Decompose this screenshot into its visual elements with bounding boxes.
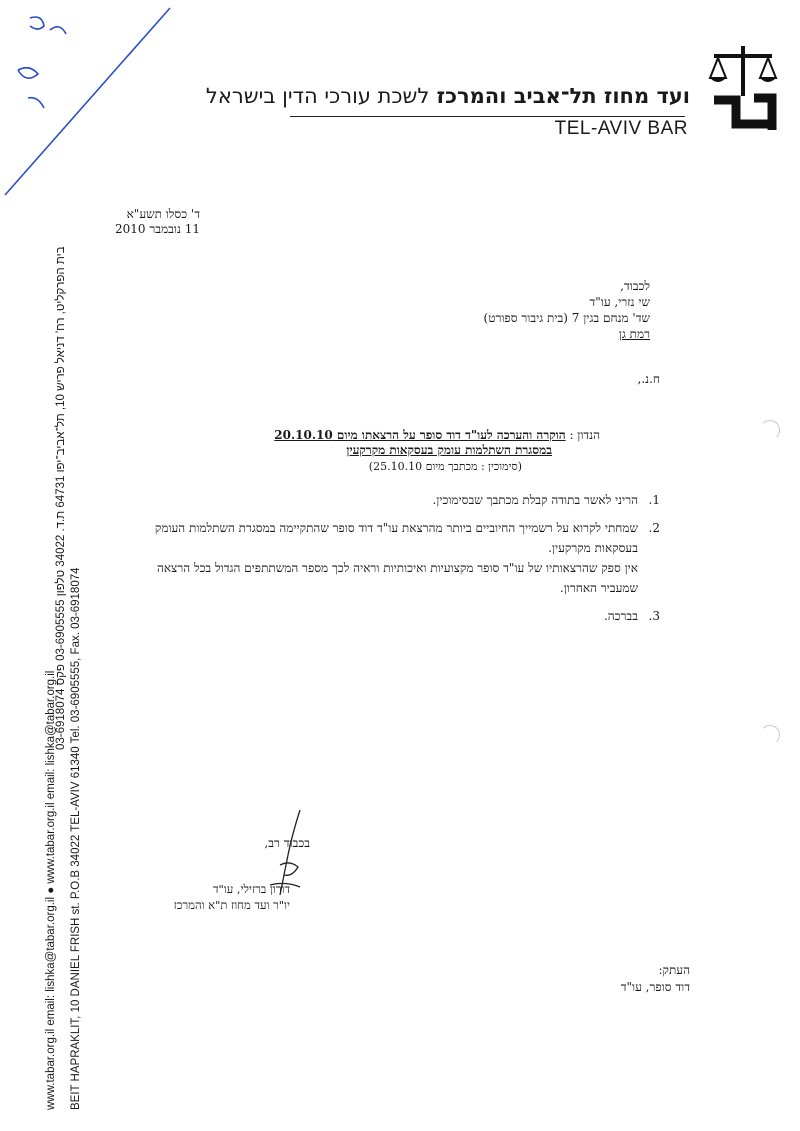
subject-reference: (סימוכין : מכתבך מיום 25.10.10) xyxy=(368,460,522,473)
header-divider xyxy=(290,116,685,117)
punch-hole-mark xyxy=(760,420,780,440)
signature-closing: בכבוד רב, xyxy=(264,836,310,850)
list-item xyxy=(120,518,660,598)
organization-title xyxy=(206,84,690,108)
list-item-number: 2. xyxy=(648,521,660,535)
organization-latin-name: TEL-AVIV BAR xyxy=(554,118,688,139)
recipient-name: שי נזרי, עו"ד xyxy=(589,295,650,309)
cc-name: דוד סופר, עו"ד xyxy=(620,980,690,994)
body-list xyxy=(120,490,660,634)
subject-line-1: הוקרה והערכה לעו"ד דוד סופר על הרצאתו מיום 20.10.10 xyxy=(274,428,566,442)
greeting: ח.נ., xyxy=(637,372,660,386)
list-item-text: הריני לאשר בתודה קבלת מכתבך שבסימוכין. xyxy=(432,493,638,507)
list-item-number: 3. xyxy=(648,609,660,623)
organization-title-light: לשכת עורכי הדין בישראל xyxy=(205,84,430,108)
list-item-text: בברכה. xyxy=(603,609,638,623)
list-item-text-continued: אין ספק שהרצאותיו של עו"ד סופר מקצועיות ואיכותיות וראיה לכך מספר המשתתפים הגדול בכל הרצאה שמעביר האחרון. xyxy=(156,561,638,595)
recipient-address: שד' מנחם בגין 7 (בית גיבור ספורט) xyxy=(483,311,650,325)
side-address-hebrew: בית הפרקליט, רח' דניאל פריש 10, תל־אביב־יפו 64731 ת.ד. 34022 טלפון 03-6905555 פקס 03-6918074 xyxy=(55,246,67,750)
recipient-salutation: לכבוד, xyxy=(620,279,650,293)
subject-label: הנדון : xyxy=(569,428,600,442)
list-item-text: שמחתי לקרוא על רשמייך החיוביים ביותר מהרצאת עו"ד דוד סופר שהתקיימה במסגרת השתלמות העומק בעסקאות מקרקעין. xyxy=(154,521,638,555)
recipient-city: רמת גן xyxy=(618,327,650,341)
cc-label: העתק: xyxy=(658,963,690,977)
side-address-latin: BEIT HAPRAKLIT, 10 DANIEL FRISH st. P.O.B 34022 TEL-AVIV 61340 Tel. 03-6905555, Fax. 03-6918074 xyxy=(70,567,82,1110)
handwritten-annotation xyxy=(0,0,175,200)
list-item xyxy=(120,490,660,510)
organization-title-bold: ועד מחוז תל־אביב והמרכז xyxy=(436,84,690,108)
side-contacts: www.tabar.org.il email: lishka@tabar.org.il ● www.tabar.org.il email: lishka@tabar.org.il xyxy=(45,670,57,1110)
signature-role: יו"ר ועד מחוז ת"א והמרכז xyxy=(173,898,290,912)
date-civil: 11 נובמבר 2010 xyxy=(114,222,200,236)
signature-name: דורון ברזילי, עו"ד xyxy=(212,882,290,896)
list-item-number: 1. xyxy=(648,493,660,507)
punch-hole-mark xyxy=(760,725,780,745)
list-item xyxy=(120,606,660,626)
bar-association-logo xyxy=(708,44,778,136)
recipient-block xyxy=(484,278,650,342)
subject-block xyxy=(274,428,600,458)
date-hebrew: ד' כסלו תשע"א xyxy=(126,207,200,221)
subject-line-2: במסגרת השתלמות עומק בעסקאות מקרקעין xyxy=(346,443,552,457)
